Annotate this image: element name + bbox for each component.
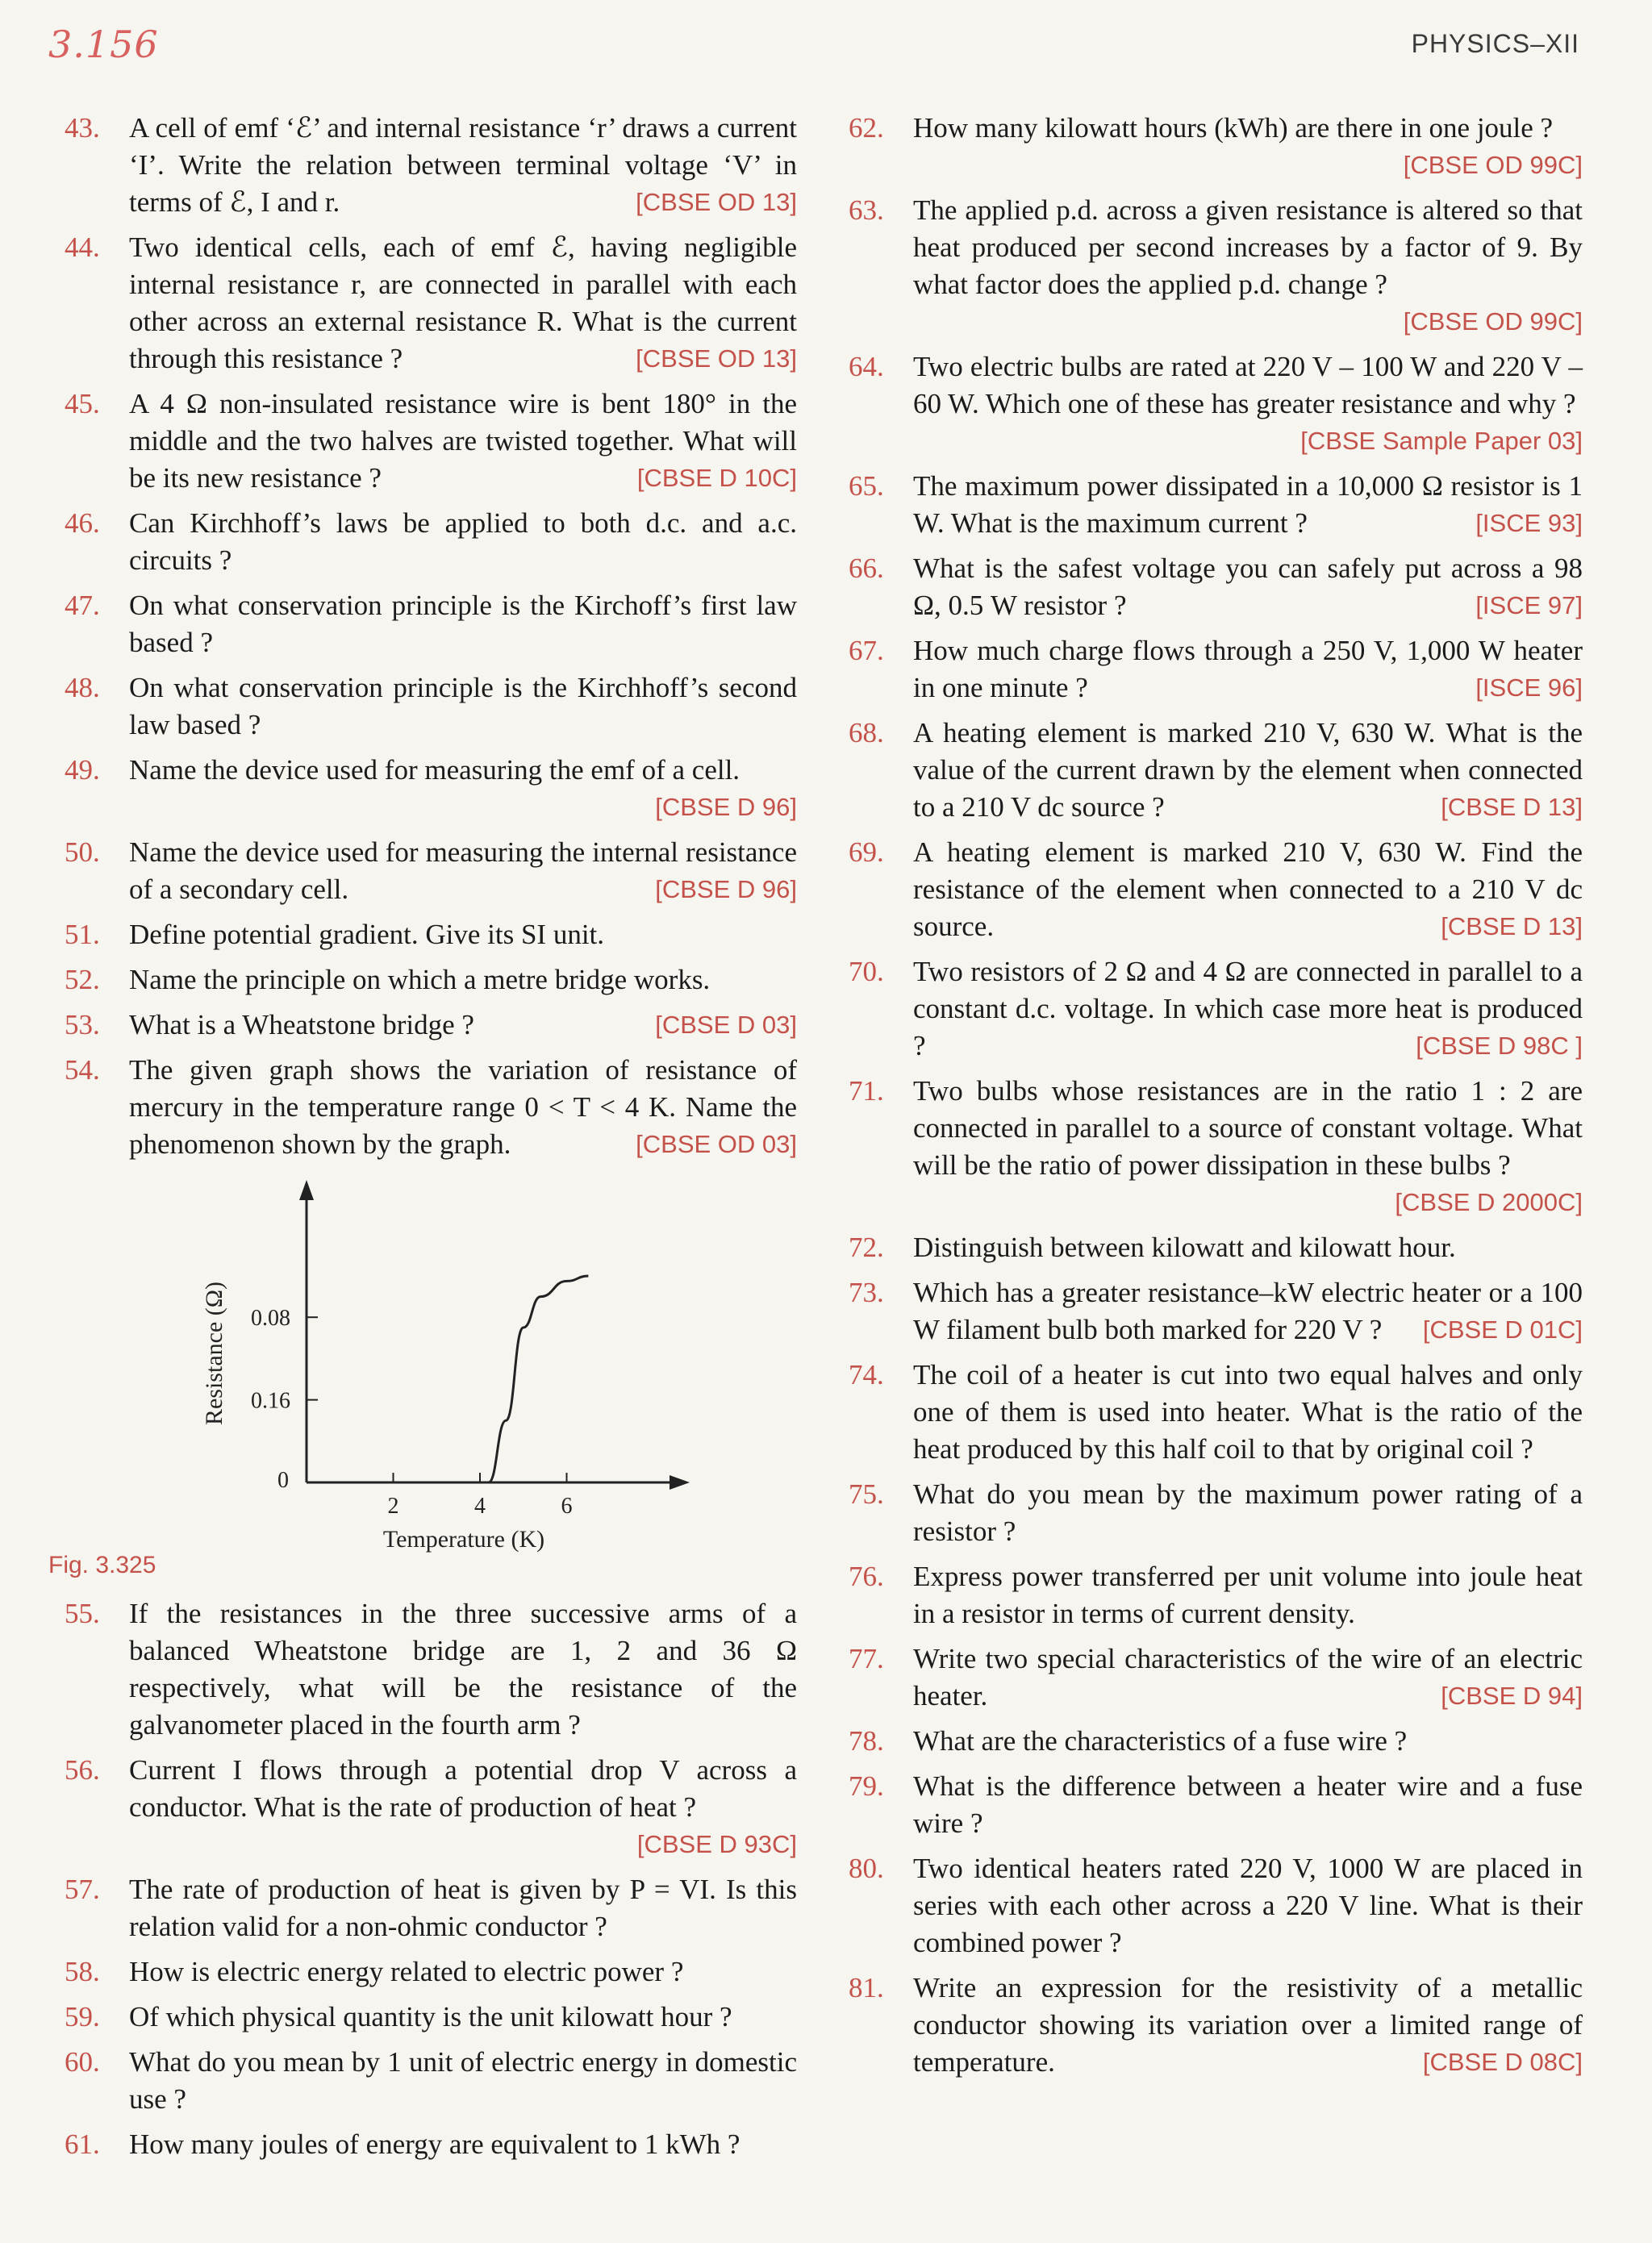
question-text: Name the device used for measuring the internal resistance of a secondary cell. <box>129 836 797 905</box>
question-item <box>849 1850 1583 1962</box>
question-number: 44. <box>65 231 100 263</box>
question-number: 48. <box>65 672 100 703</box>
question-item <box>65 1871 797 1945</box>
question-item <box>849 192 1583 340</box>
question-text: A cell of emf ‘ℰ’ and internal resistance ‘r’ draws a current ‘I’. Write the relation between terminal voltage ‘V’ in terms of ℰ, I and r. <box>129 112 797 218</box>
question-source: [CBSE D 96] <box>655 793 797 821</box>
question-item <box>849 1641 1583 1715</box>
question-text: Write two special characteristics of the wire of an electric heater. <box>913 1643 1583 1711</box>
page-number: 3.156 <box>48 23 159 66</box>
question-item <box>65 229 797 377</box>
question-number: 49. <box>65 754 100 786</box>
question-text: If the resistances in the three successive arms of a balanced Wheatstone bridge are 1, 2 and 36 Ω respectively, what will be the resistance of the galvanometer placed in the fourth arm ? <box>129 1598 797 1741</box>
question-number: 59. <box>65 2001 100 2032</box>
question-text: Of which physical quantity is the unit kilowatt hour ? <box>129 2001 732 2032</box>
question-text: The maximum power dissipated in a 10,000 Ω resistor is 1 W. What is the maximum current ? <box>913 470 1583 539</box>
question-item <box>849 715 1583 826</box>
question-number: 62. <box>849 112 884 144</box>
question-text: Two resistors of 2 Ω and 4 Ω are connected in parallel to a constant d.c. voltage. In which case more heat is produced ? <box>913 956 1583 1061</box>
question-text: On what conservation principle is the Kirchoff’s first law based ? <box>129 590 797 658</box>
question-text: Write an expression for the resistivity of a metallic conductor showing its variation over a limited range of temperature. <box>913 1972 1583 2078</box>
y-tick-label: 0.08 <box>251 1306 290 1332</box>
question-number: 67. <box>849 635 884 666</box>
question-item <box>65 1595 797 1744</box>
question-text: The given graph shows the variation of resistance of mercury in the temperature range 0 < T < 4 K. Name the phenomenon shown by the graph. <box>129 1054 797 1160</box>
figure-caption: Fig. 3.325 <box>48 1552 156 1578</box>
question-item <box>65 1999 797 2036</box>
question-text: What do you mean by the maximum power rating of a resistor ? <box>913 1478 1583 1547</box>
question-list-left-bottom <box>65 1595 797 2163</box>
question-number: 78. <box>849 1725 884 1757</box>
question-text: Two electric bulbs are rated at 220 V – 100 W and 220 V – 60 W. Which one of these has greater resistance and why ? <box>913 351 1583 419</box>
y-axis-arrow <box>299 1180 314 1200</box>
question-number: 77. <box>849 1643 884 1674</box>
question-text: Two identical cells, each of emf ℰ, having negligible internal resistance r, are connected in parallel with each other across an external resistance R. What is the current through this resistance ? <box>129 231 797 374</box>
question-source: [CBSE D 98C ] <box>1416 1032 1583 1060</box>
question-text: Current I flows through a potential drop V across a conductor. What is the rate of production of heat ? <box>129 1754 797 1823</box>
question-item <box>849 1357 1583 1468</box>
question-text: A 4 Ω non-insulated resistance wire is bent 180° in the middle and the two halves are twisted together. What will be its new resistance ? <box>129 388 797 494</box>
question-number: 80. <box>849 1853 884 1884</box>
question-text: The coil of a heater is cut into two equal halves and only one of them is used into heater. What is the ratio of the heat produced by this half coil to that by original coil ? <box>913 1359 1583 1465</box>
question-text: How much charge flows through a 250 V, 1,000 W heater in one minute ? <box>913 635 1583 703</box>
question-number: 66. <box>849 552 884 584</box>
question-text: The applied p.d. across a given resistance is altered so that heat produced per second increases by a factor of 9. By what factor does the applied p.d. change ? <box>913 194 1583 300</box>
y-tick-label: 0.16 <box>251 1388 290 1414</box>
question-item <box>849 1274 1583 1349</box>
question-source: [ISCE 93] <box>1475 509 1583 537</box>
question-text: A heating element is marked 210 V, 630 W. What is the value of the current drawn by the element when connected to a 210 V dc source ? <box>913 717 1583 823</box>
question-text: What is the difference between a heater wire and a fuse wire ? <box>913 1770 1583 1839</box>
figure-resistance-temperature <box>48 1176 797 1578</box>
question-source: [CBSE D 94] <box>1441 1682 1583 1710</box>
question-number: 79. <box>849 1770 884 1802</box>
running-head: PHYSICS–XII <box>1411 29 1579 58</box>
question-text: What are the characteristics of a fuse wire ? <box>913 1725 1408 1757</box>
question-text: On what conservation principle is the Kirchhoff’s second law based ? <box>129 672 797 740</box>
question-source: [CBSE D 03] <box>655 1011 797 1039</box>
question-number: 70. <box>849 956 884 987</box>
question-source: [CBSE OD 13] <box>636 188 797 216</box>
question-source: [CBSE D 2000C] <box>1395 1188 1583 1216</box>
question-item <box>849 1970 1583 2081</box>
question-number: 65. <box>849 470 884 502</box>
question-text: How is electric energy related to electric power ? <box>129 1956 684 1987</box>
x-tick-label: 2 <box>387 1494 399 1519</box>
question-number: 75. <box>849 1478 884 1510</box>
question-item <box>849 1558 1583 1632</box>
question-number: 69. <box>849 836 884 868</box>
y-axis-label: Resistance (Ω) <box>201 1281 227 1426</box>
question-number: 64. <box>849 351 884 382</box>
question-number: 53. <box>65 1009 100 1040</box>
question-item <box>849 1768 1583 1842</box>
x-tick-label: 6 <box>561 1494 573 1519</box>
question-number: 54. <box>65 1054 100 1086</box>
origin-label: 0 <box>277 1468 289 1493</box>
question-item <box>65 961 797 999</box>
question-text: Can Kirchhoff’s laws be applied to both d.c. and a.c. circuits ? <box>129 507 797 576</box>
question-item <box>849 110 1583 184</box>
question-item <box>849 953 1583 1065</box>
question-text: A heating element is marked 210 V, 630 W. Find the resistance of the element when connected to a 210 V dc source. <box>913 836 1583 942</box>
question-item <box>65 834 797 908</box>
question-source: [CBSE OD 99C] <box>1403 151 1583 179</box>
question-text: How many joules of energy are equivalent to 1 kWh ? <box>129 2128 740 2160</box>
question-item <box>65 669 797 744</box>
question-number: 74. <box>849 1359 884 1390</box>
question-text: What is the safest voltage you can safely put across a 98 Ω, 0.5 W resistor ? <box>913 552 1583 621</box>
right-column <box>849 110 1583 2089</box>
question-number: 73. <box>849 1277 884 1308</box>
question-source: [CBSE OD 03] <box>636 1130 797 1158</box>
question-source: [CBSE OD 13] <box>636 344 797 373</box>
question-number: 43. <box>65 112 100 144</box>
question-item <box>65 386 797 497</box>
question-number: 47. <box>65 590 100 621</box>
question-text: How many kilowatt hours (kWh) are there in one joule ? <box>913 112 1554 144</box>
series-line-resistance <box>307 1276 588 1482</box>
question-item <box>65 1953 797 1991</box>
question-text: Express power transferred per unit volume into joule heat in a resistor in terms of current density. <box>913 1561 1583 1629</box>
question-number: 46. <box>65 507 100 539</box>
question-source: [CBSE D 13] <box>1441 912 1583 940</box>
x-axis-label: Temperature (K) <box>382 1526 545 1553</box>
question-item <box>65 2126 797 2163</box>
question-source: [CBSE D 93C] <box>636 1830 797 1858</box>
question-item <box>849 1229 1583 1266</box>
question-item <box>65 587 797 661</box>
question-number: 81. <box>849 1972 884 2003</box>
question-number: 57. <box>65 1874 100 1905</box>
question-number: 71. <box>849 1075 884 1107</box>
question-source: [ISCE 96] <box>1475 673 1583 702</box>
question-number: 61. <box>65 2128 100 2160</box>
question-number: 55. <box>65 1598 100 1629</box>
question-item <box>65 110 797 221</box>
x-tick-label: 4 <box>474 1494 486 1519</box>
question-number: 58. <box>65 1956 100 1987</box>
question-item <box>849 1723 1583 1760</box>
question-number: 56. <box>65 1754 100 1786</box>
question-number: 45. <box>65 388 100 419</box>
question-number: 52. <box>65 964 100 995</box>
question-number: 60. <box>65 2046 100 2078</box>
question-item <box>849 632 1583 707</box>
question-source: [CBSE OD 99C] <box>1403 307 1583 336</box>
question-item <box>65 505 797 579</box>
question-text: Name the device used for measuring the emf of a cell. <box>129 754 740 786</box>
question-item <box>849 468 1583 542</box>
left-column <box>48 110 797 2171</box>
question-text: Which has a greater resistance–kW electric heater or a 100 W filament bulb both marked for 220 V ? <box>913 1277 1583 1345</box>
question-source: [CBSE D 10C] <box>636 464 797 492</box>
chart-svg <box>65 1176 758 1553</box>
question-source: [ISCE 97] <box>1475 591 1583 619</box>
question-item <box>849 834 1583 945</box>
question-source: [CBSE D 13] <box>1441 793 1583 821</box>
question-item <box>65 1752 797 1863</box>
question-item <box>849 1073 1583 1221</box>
question-item <box>65 2044 797 2118</box>
question-text: The rate of production of heat is given by P = VI. Is this relation valid for a non-ohmic conductor ? <box>129 1874 797 1942</box>
question-text: What do you mean by 1 unit of electric energy in domestic use ? <box>129 2046 797 2115</box>
question-number: 76. <box>849 1561 884 1592</box>
question-number: 63. <box>849 194 884 226</box>
question-text: Two identical heaters rated 220 V, 1000 W are placed in series with each other across a 220 V line. What is their combined power ? <box>913 1853 1583 1958</box>
question-number: 51. <box>65 919 100 950</box>
question-text: Distinguish between kilowatt and kilowatt hour. <box>913 1232 1456 1263</box>
question-list-right <box>849 110 1583 2081</box>
question-item <box>849 348 1583 460</box>
question-text: Define potential gradient. Give its SI unit. <box>129 919 605 950</box>
question-item <box>849 550 1583 624</box>
question-text: Two bulbs whose resistances are in the ratio 1 : 2 are connected in parallel to a source of constant voltage. What will be the ratio of power dissipation in these bulbs ? <box>913 1075 1583 1181</box>
question-number: 72. <box>849 1232 884 1263</box>
question-number: 50. <box>65 836 100 868</box>
question-source: [CBSE Sample Paper 03] <box>1300 427 1583 455</box>
question-item <box>65 916 797 953</box>
question-item <box>65 1007 797 1044</box>
question-item <box>65 752 797 826</box>
question-item <box>849 1476 1583 1550</box>
question-text: Name the principle on which a metre bridge works. <box>129 964 711 995</box>
question-number: 68. <box>849 717 884 748</box>
question-source: [CBSE D 96] <box>655 875 797 903</box>
question-text: What is a Wheatstone bridge ? <box>129 1009 474 1040</box>
x-axis-arrow <box>670 1475 690 1490</box>
question-source: [CBSE D 08C] <box>1422 2048 1583 2076</box>
question-source: [CBSE D 01C] <box>1422 1315 1583 1344</box>
question-list-left-top <box>65 110 797 1163</box>
question-item <box>65 1052 797 1163</box>
